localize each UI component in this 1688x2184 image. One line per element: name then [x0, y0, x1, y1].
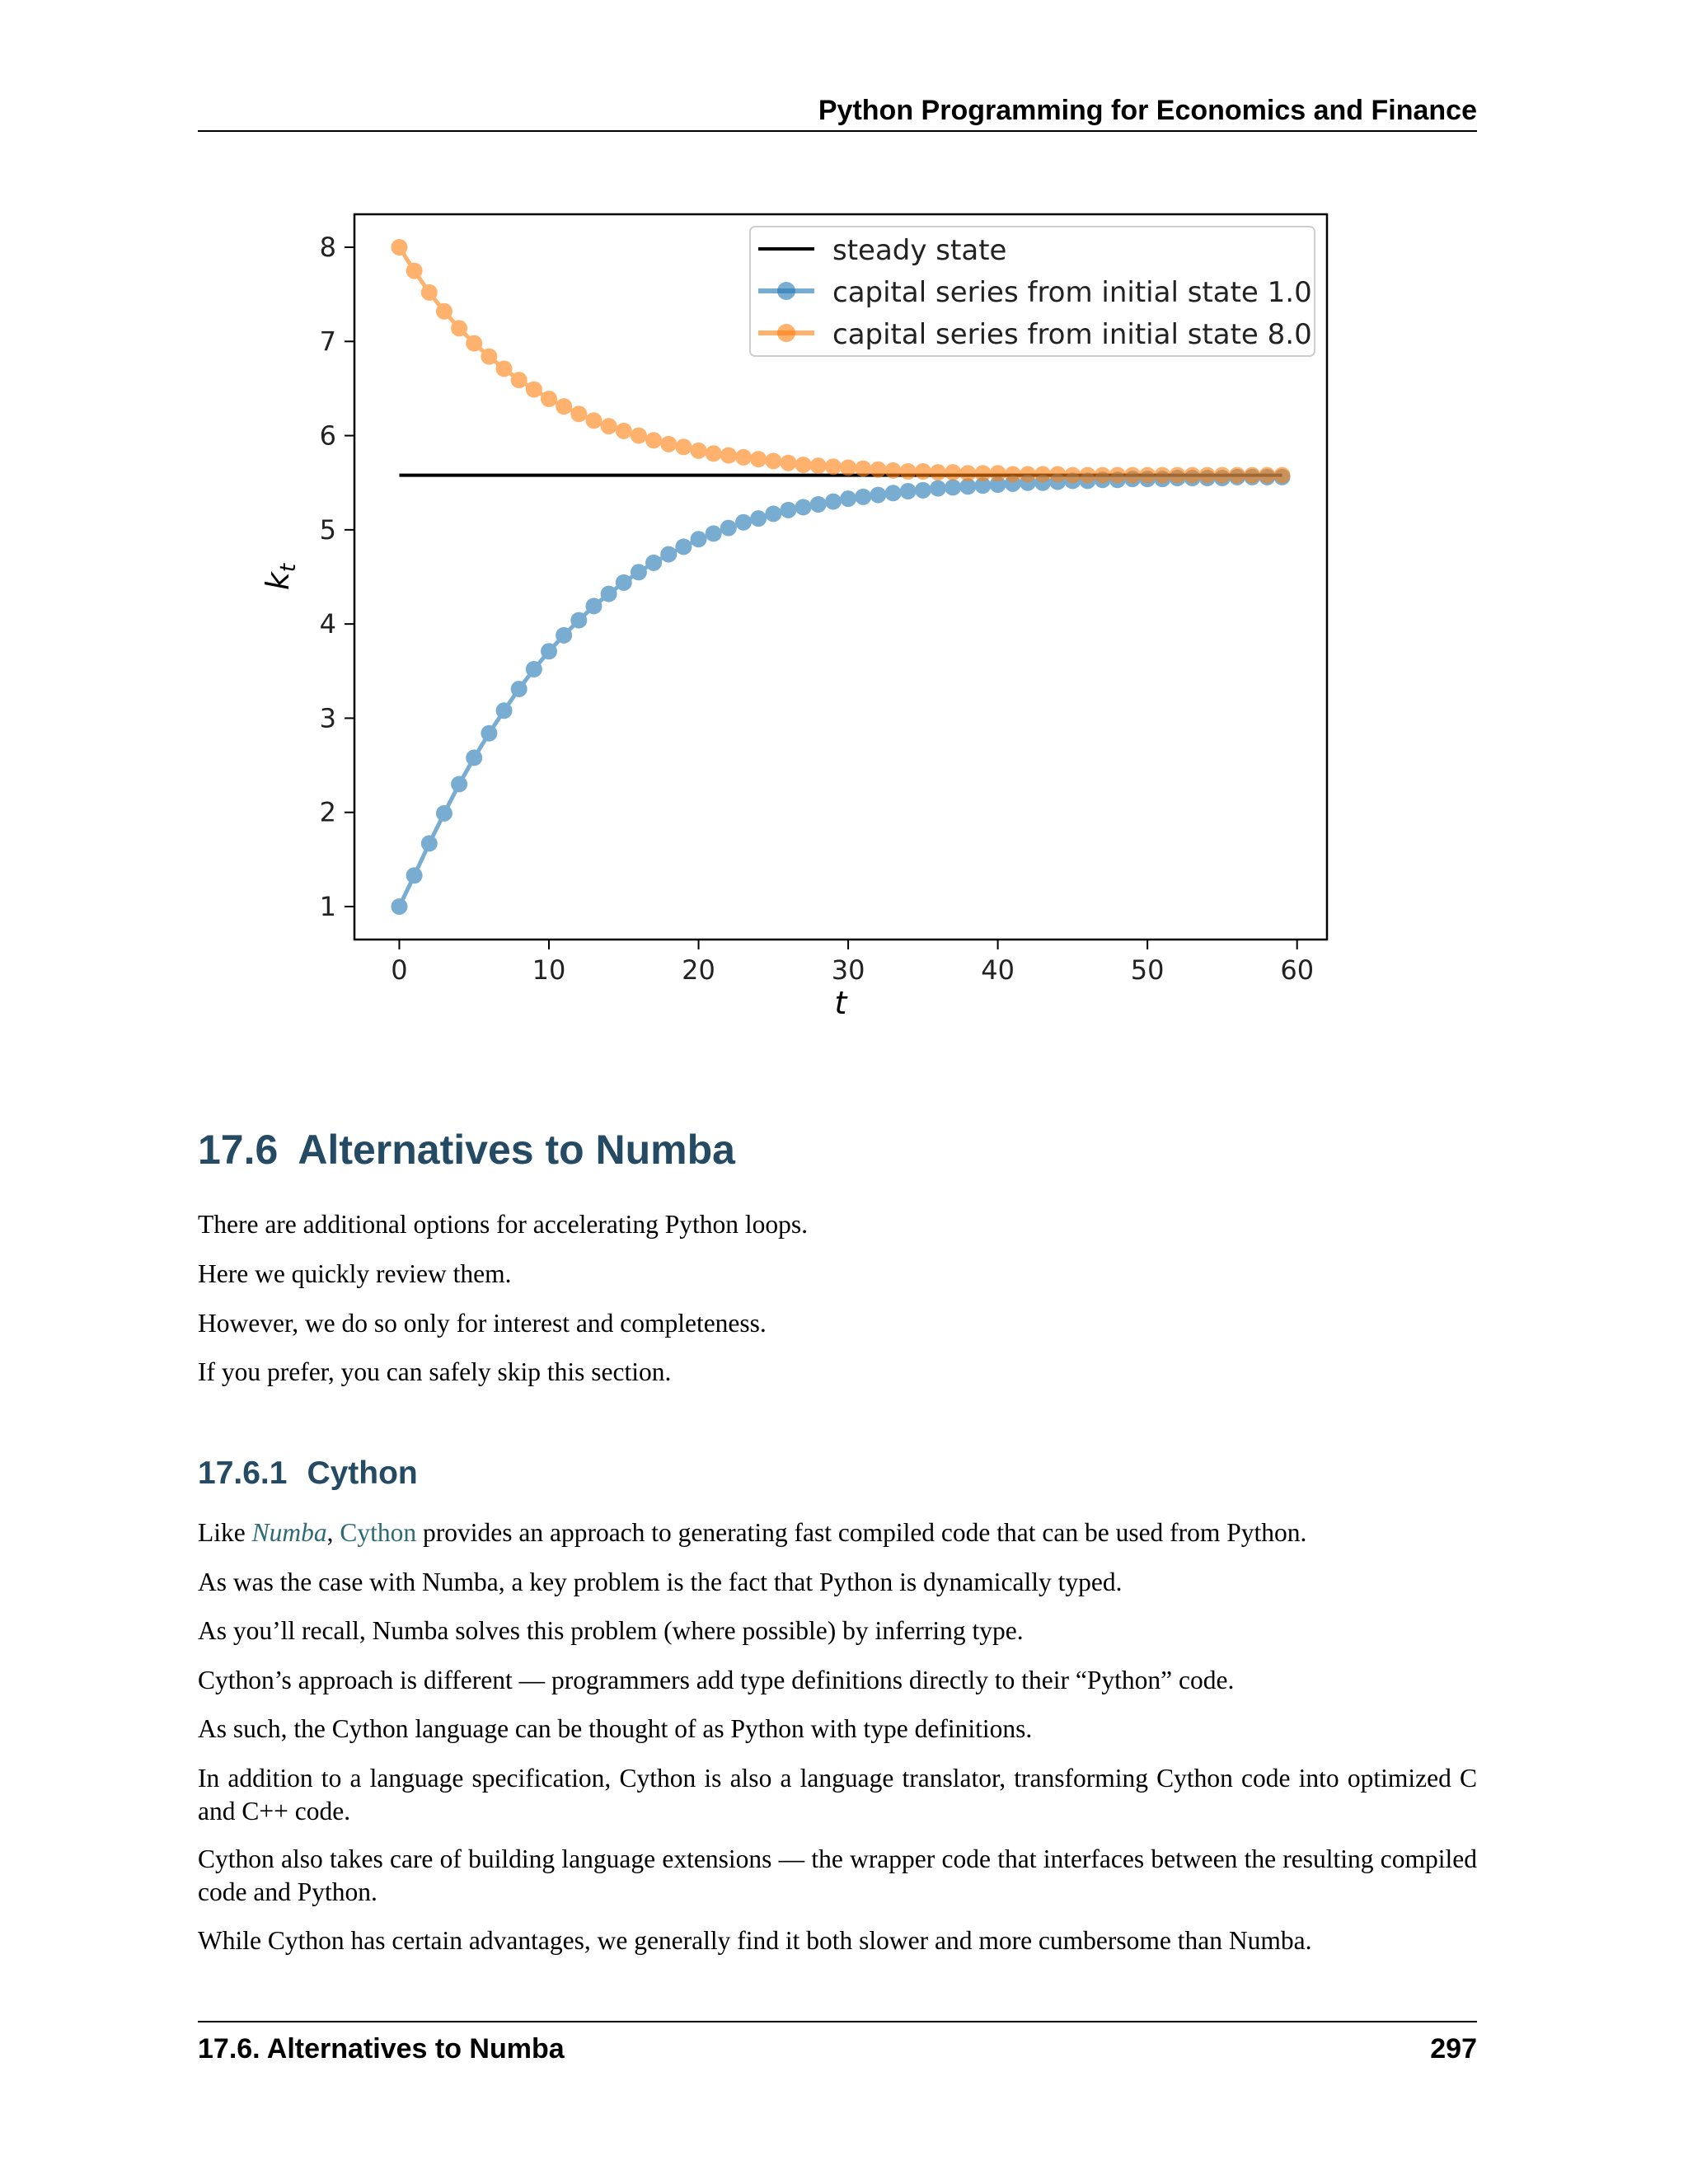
- series-2-point-13: [585, 412, 602, 429]
- series-2-point-0: [391, 239, 407, 255]
- cython-paragraph-4: Cython’s approach is different — programmers add type definitions directly to their “Python” code.: [198, 1666, 1235, 1694]
- series-2-point-51: [1154, 467, 1170, 484]
- series-1-point-30: [840, 490, 856, 507]
- series-2-point-21: [706, 445, 722, 462]
- series-1-point-20: [691, 531, 707, 547]
- x-axis-label: t: [834, 985, 847, 1021]
- section-title: [198, 1123, 735, 1176]
- series-2-point-6: [481, 349, 497, 365]
- series-2-point-25: [765, 452, 781, 469]
- series-1-point-3: [436, 805, 452, 822]
- series-2-point-24: [750, 451, 767, 467]
- series-2-point-55: [1214, 467, 1231, 484]
- series-2-point-37: [945, 464, 961, 480]
- y-tick-label-3: 3: [319, 702, 336, 734]
- cython-paragraph-6: In addition to a language specification, Cython is also a language translator, transforming Cython code into optimized C and C++ code.: [198, 1764, 1477, 1825]
- series-2-point-42: [1020, 466, 1036, 482]
- series-1-point-18: [660, 546, 677, 563]
- series-1-point-29: [825, 494, 842, 510]
- x-tick-label-50: 50: [1130, 954, 1165, 986]
- cython-paragraph-7: Cython also takes care of building language extensions — the wrapper code that interfaces between the resulting compiled code and Python.: [198, 1844, 1477, 1906]
- series-1-point-32: [870, 487, 886, 504]
- series-1-point-36: [930, 480, 946, 497]
- series-2-point-29: [825, 458, 842, 475]
- series-1-point-28: [810, 496, 827, 513]
- series-2-point-53: [1184, 467, 1201, 484]
- subsection-title: [198, 1453, 418, 1494]
- footer-rule: [198, 2021, 1477, 2022]
- cython-paragraph-5: As such, the Cython language can be thought of as Python with type definitions.: [198, 1714, 1033, 1743]
- series-2-point-41: [1005, 466, 1021, 482]
- series-1-point-1: [406, 867, 423, 883]
- series-1-point-35: [915, 482, 931, 499]
- series-2-point-47: [1095, 467, 1111, 484]
- series-2-point-2: [421, 284, 438, 301]
- cython-paragraph-2: As was the case with Numba, a key problem is the fact that Python is dynamically typed.: [198, 1568, 1123, 1596]
- y-tick-label-1: 1: [319, 891, 336, 922]
- text-comma: ,: [326, 1518, 340, 1547]
- series-2-point-16: [631, 428, 647, 444]
- x-tick-label-10: 10: [532, 954, 566, 986]
- series-2-point-7: [496, 360, 513, 377]
- cython-paragraph-1: [198, 1516, 1477, 1549]
- series-1-point-21: [706, 525, 722, 541]
- series-2-point-19: [675, 438, 692, 455]
- running-header: Python Programming for Economics and Finance: [818, 95, 1477, 126]
- series-2-point-11: [556, 398, 572, 415]
- legend-series2-label: capital series from initial state 8.0: [832, 318, 1312, 351]
- series-1-point-10: [541, 643, 557, 659]
- series-1-point-24: [750, 510, 767, 527]
- series-1-point-7: [496, 702, 513, 719]
- series-2-point-22: [720, 448, 737, 464]
- cython-paragraph-3: As you’ll recall, Numba solves this problem (where possible) by inferring type.: [198, 1616, 1024, 1645]
- series-2-point-5: [466, 335, 482, 352]
- cython-paragraph-8: While Cython has certain advantages, we generally find it both slower and more cumbersome than Numba.: [198, 1926, 1312, 1955]
- series-1-point-25: [765, 505, 781, 522]
- series-1-point-31: [855, 489, 871, 505]
- y-tick-label-2: 2: [319, 796, 336, 828]
- series-1-point-15: [616, 574, 632, 591]
- series-2-point-4: [451, 320, 467, 336]
- series-2-point-43: [1034, 466, 1051, 482]
- x-tick-label-60: 60: [1280, 954, 1315, 986]
- series-1-point-34: [900, 483, 917, 499]
- series-2-point-26: [780, 455, 796, 471]
- series-2-point-44: [1049, 466, 1066, 482]
- intro-paragraph-1: There are additional options for accelerating Python loops.: [198, 1210, 809, 1239]
- series-1-point-12: [570, 612, 587, 629]
- section-number: 17.6: [198, 1127, 279, 1173]
- series-2-point-39: [974, 465, 991, 481]
- series-2-point-58: [1259, 467, 1275, 484]
- series-2-point-10: [541, 391, 557, 407]
- series-2-point-9: [526, 382, 542, 398]
- intro-paragraph-2: Here we quickly review them.: [198, 1259, 512, 1288]
- series-2-point-34: [900, 463, 917, 480]
- legend-series2-marker: [777, 324, 795, 342]
- series-2-point-59: [1274, 467, 1291, 484]
- series-2-point-50: [1139, 467, 1156, 484]
- series-2-point-27: [795, 457, 812, 473]
- x-tick-label-20: 20: [682, 954, 715, 986]
- series-2-point-36: [930, 464, 946, 480]
- intro-paragraph-4: If you prefer, you can safely skip this section.: [198, 1357, 672, 1386]
- capital-series-chart: [260, 198, 1352, 1063]
- series-2-point-23: [735, 449, 752, 466]
- x-tick-label-40: 40: [981, 954, 1015, 986]
- series-1-point-9: [526, 661, 542, 677]
- series-1-point-11: [556, 627, 572, 644]
- series-1-point-27: [795, 499, 812, 515]
- series-2-point-35: [915, 463, 931, 480]
- series-1-point-19: [675, 538, 692, 555]
- series-2-point-28: [810, 457, 827, 474]
- series-2-point-48: [1109, 467, 1126, 484]
- header-rule: [198, 130, 1477, 132]
- series-2-point-46: [1080, 467, 1096, 484]
- series-2-point-3: [436, 303, 452, 320]
- legend-steady-label: steady state: [832, 234, 1007, 267]
- series-1-point-17: [645, 555, 662, 571]
- series-1-point-0: [391, 898, 407, 915]
- page-number: 297: [1430, 2033, 1477, 2064]
- subsection-title-text: Cython: [307, 1455, 418, 1491]
- series-2-point-33: [885, 462, 902, 479]
- y-axis-label: $k_t$: [260, 563, 301, 591]
- series-2-point-15: [616, 423, 632, 439]
- series-2-point-12: [570, 405, 587, 422]
- y-tick-label-5: 5: [319, 513, 336, 546]
- series-1-point-23: [735, 514, 752, 531]
- section-title-text: Alternatives to Numba: [298, 1127, 735, 1173]
- series-2-point-54: [1199, 467, 1216, 484]
- series-1-point-16: [631, 564, 647, 580]
- x-tick-label-30: 30: [831, 954, 865, 986]
- series-2-point-57: [1244, 467, 1260, 484]
- series-2-point-38: [959, 465, 976, 481]
- series-2-point-18: [660, 436, 677, 452]
- x-tick-label-0: 0: [391, 954, 408, 986]
- series-1-point-5: [466, 749, 482, 766]
- series-2-point-30: [840, 459, 856, 476]
- text-rest: provides an approach to generating fast compiled code that can be used from Python.: [416, 1518, 1307, 1547]
- cython-link[interactable]: Cython: [340, 1518, 417, 1547]
- subsection-number: 17.6.1: [198, 1455, 288, 1491]
- y-tick-label-7: 7: [319, 326, 336, 358]
- series-1-point-4: [451, 776, 467, 792]
- numba-link[interactable]: Numba: [251, 1518, 327, 1547]
- series-2-point-20: [691, 443, 707, 459]
- series-2-point-45: [1064, 467, 1081, 484]
- series-2-point-17: [645, 432, 662, 448]
- legend-series1-marker: [777, 282, 795, 300]
- series-1-point-6: [481, 725, 497, 742]
- series-1-point-37: [945, 479, 961, 495]
- series-1-point-26: [780, 502, 796, 518]
- series-1-point-2: [421, 835, 438, 851]
- y-tick-label-6: 6: [319, 419, 336, 452]
- y-tick-label-8: 8: [319, 232, 336, 263]
- series-2-point-56: [1229, 467, 1245, 484]
- series-1-point-33: [885, 485, 902, 501]
- series-2-point-14: [601, 418, 617, 434]
- series-2-point-52: [1169, 467, 1185, 484]
- series-1-point-8: [511, 681, 528, 697]
- footer-section-title: 17.6. Alternatives to Numba: [198, 2033, 565, 2064]
- series-2-point-32: [870, 462, 886, 478]
- series-2-point-40: [990, 465, 1006, 481]
- series-2-point-1: [406, 263, 423, 279]
- legend: [750, 227, 1315, 356]
- intro-paragraph-3: However, we do so only for interest and completeness.: [198, 1309, 767, 1338]
- legend-series1-label: capital series from initial state 1.0: [832, 276, 1312, 309]
- series-2-point-8: [511, 372, 528, 388]
- series-1-point-22: [720, 520, 737, 537]
- series-1-point-13: [585, 598, 602, 614]
- y-tick-label-4: 4: [319, 608, 336, 640]
- series-1-point-14: [601, 586, 617, 602]
- text-like: Like: [198, 1518, 252, 1547]
- series-2-point-49: [1124, 467, 1141, 484]
- series-2-point-31: [855, 461, 871, 477]
